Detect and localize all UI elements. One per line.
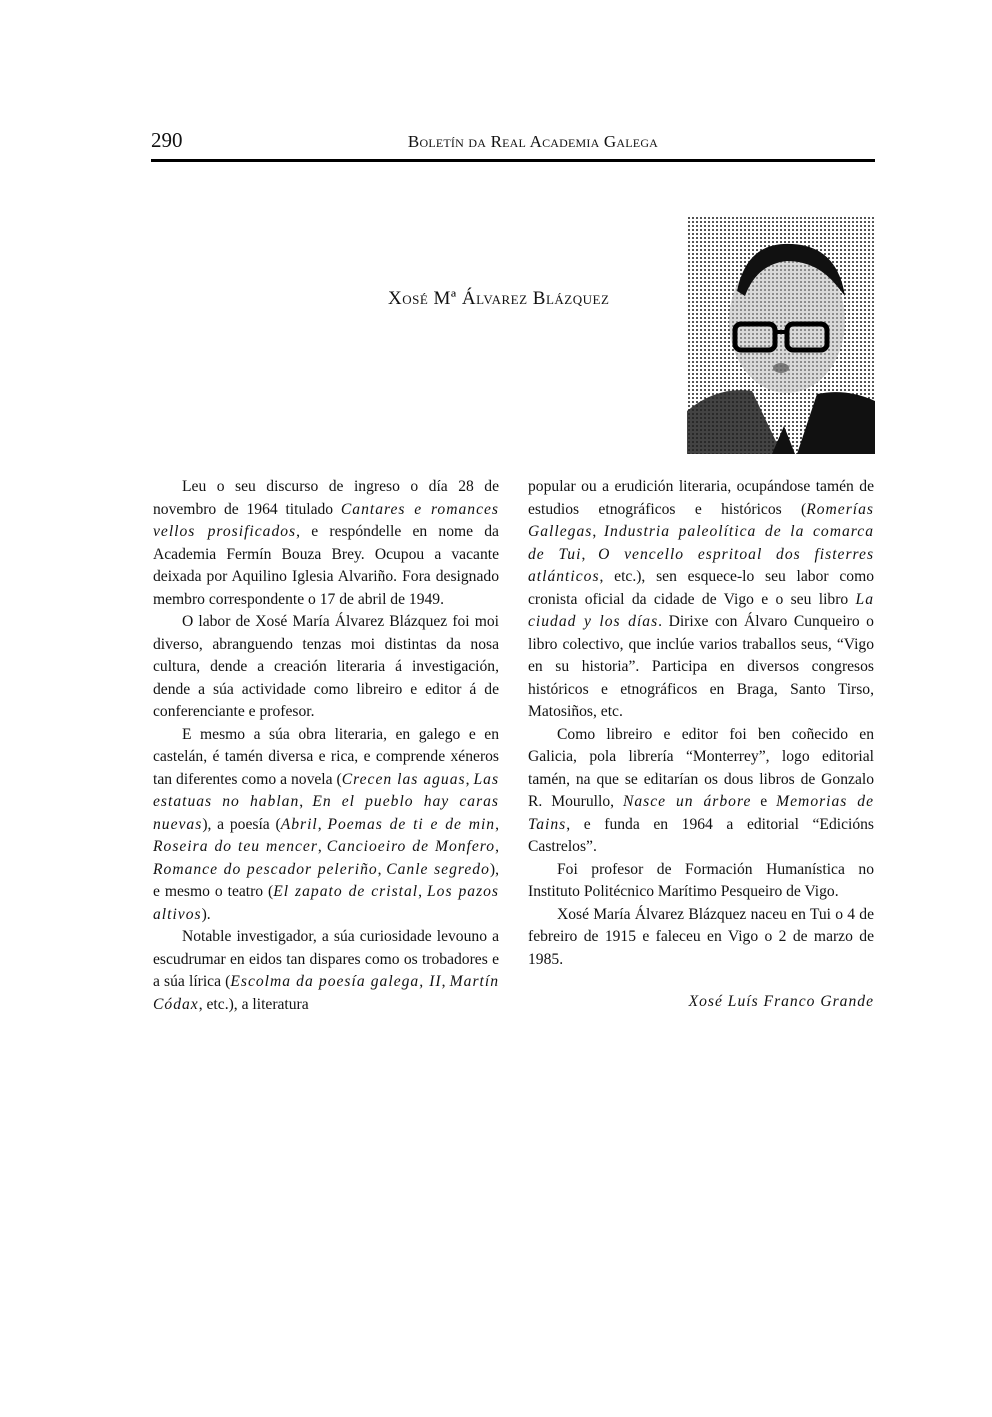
work-title: Nasce un árbore — [622, 793, 752, 810]
paragraph — [153, 476, 499, 611]
text-run: , — [441, 973, 450, 990]
text-run: , e respóndelle en nome da Academia Fermín Bouza Brey. Ocupou a vacante deixada por Aquilino Iglesia Alvariño. Fora designado membro correspondente o 17 de abril de 1949. — [153, 523, 499, 608]
work-title: Abril — [280, 815, 318, 833]
paragraph — [153, 611, 499, 724]
work-title: Romerías Gallegas — [528, 500, 874, 540]
article-column-left — [153, 476, 499, 1016]
running-title: Boletín da Real Academia Galega — [407, 132, 659, 151]
paragraph — [153, 926, 499, 1016]
text-run: , — [495, 815, 500, 833]
text-run: , — [465, 770, 474, 788]
work-title: Escolma da poesía galega, II — [230, 973, 442, 990]
text-run: , etc.), a literatura — [198, 995, 309, 1013]
text-run: , — [377, 860, 387, 878]
text-run: Foi profesor de Formación Humanística no Instituto Politécnico Marítimo Pesqueiro de Vigo. — [528, 860, 874, 900]
article-title: Xosé Mª Álvarez Blázquez — [388, 288, 610, 309]
portrait-icon — [687, 216, 875, 454]
text-run: , — [495, 838, 500, 855]
portrait-photo — [687, 216, 875, 454]
work-title: Crecen las aguas — [341, 770, 466, 788]
work-title: Memorias de Tains — [528, 793, 875, 833]
text-run: , — [592, 523, 604, 540]
text-run: , etc.), sen esquece-lo seu labor como cronista oficial da cidade de Vigo e o seu libro — [528, 568, 874, 608]
work-title: Los pazos altivos — [153, 883, 499, 923]
text-run: , e funda en 1964 a editorial “Edicións Castrelos”. — [528, 815, 874, 855]
text-run: ). — [201, 905, 211, 923]
text-run: . Dirixe con Álvaro Cunqueiro o libro colectivo, que inclúe varios traballos seus, “Vigo en su historia”. Participa en diversos congresos históricos e etnográficos en Braga, Santo Tirso, Matosiños, etc. — [528, 613, 874, 720]
text-run: Como libreiro e editor foi ben coñecido en Galicia, pola librería “Monterrey”, logo editorial tamén, na que se editarían os dous libros de Gonzalo R. Mourullo, — [528, 725, 874, 810]
work-title: Cantares e romances vellos prosificados — [153, 500, 499, 540]
work-title: Roseira do teu mencer — [153, 838, 318, 855]
text-run: O labor de Xosé María Álvarez Blázquez foi moi diverso, abranguendo tenzas moi distintas da nosa cultura, dende a creación literaria á investigación, dende a súa actividade como libreiro e editor á de conferenciante e profesor. — [153, 613, 499, 720]
work-title: Cancioeiro de Monfero — [326, 838, 496, 855]
text-run: ), a poesía ( — [202, 815, 281, 833]
page-header — [151, 128, 875, 158]
work-title: Las estatuas no hablan — [153, 770, 500, 810]
work-title: Canle segredo — [386, 860, 490, 878]
work-title: La ciudad y los días — [528, 590, 874, 630]
text-run: , — [317, 838, 327, 855]
paragraph — [153, 724, 499, 927]
article-column-right — [528, 476, 874, 971]
text-run: ), e mesmo o teatro ( — [153, 860, 499, 900]
work-title: O vencello espritoal dos fisterres atlánticos — [528, 545, 875, 585]
text-run: Notable investigador, a súa curiosidade levouno a escudrumar en eidos tan dispares como os trobadores e a súa lírica ( — [153, 928, 499, 990]
paragraph — [528, 724, 874, 859]
text-run: , — [299, 793, 313, 810]
paragraph — [528, 904, 874, 972]
paragraph-continued — [528, 476, 874, 724]
work-title: El zapato de cristal — [273, 883, 419, 900]
text-run: , — [418, 883, 427, 900]
text-run: E mesmo a súa obra literaria, en galego e en castelán, é tamén diversa e rica, e comprende xéneros tan diferentes como a novela ( — [153, 725, 499, 788]
author-signature: Xosé Luís Franco Grande — [688, 993, 874, 1010]
text-run: e — [751, 793, 777, 810]
text-run: popular ou a erudición literaria, ocupándose tamén de estudios etnográficos e históricos ( — [528, 478, 874, 518]
header-rule — [151, 159, 875, 162]
work-title: Romance do pescador peleriño — [153, 860, 378, 878]
paragraph — [528, 859, 874, 904]
text-run: , — [317, 815, 328, 833]
work-title: Industria paleolítica de la comarca de Tui — [528, 523, 874, 563]
text-run: , — [581, 545, 599, 563]
text-run: Leu o seu discurso de ingreso o día 28 de novembro de 1964 titulado — [153, 478, 499, 518]
page-number: 290 — [151, 128, 183, 152]
work-title: En el pueblo hay caras nuevas — [153, 793, 500, 833]
work-title: Poemas de ti e de min — [327, 815, 496, 833]
work-title: Martín Códax — [153, 973, 499, 1013]
text-run: Xosé María Álvarez Blázquez naceu en Tui o 4 de febreiro de 1915 e faleceu en Vigo o 2 de marzo de 1985. — [528, 905, 874, 968]
